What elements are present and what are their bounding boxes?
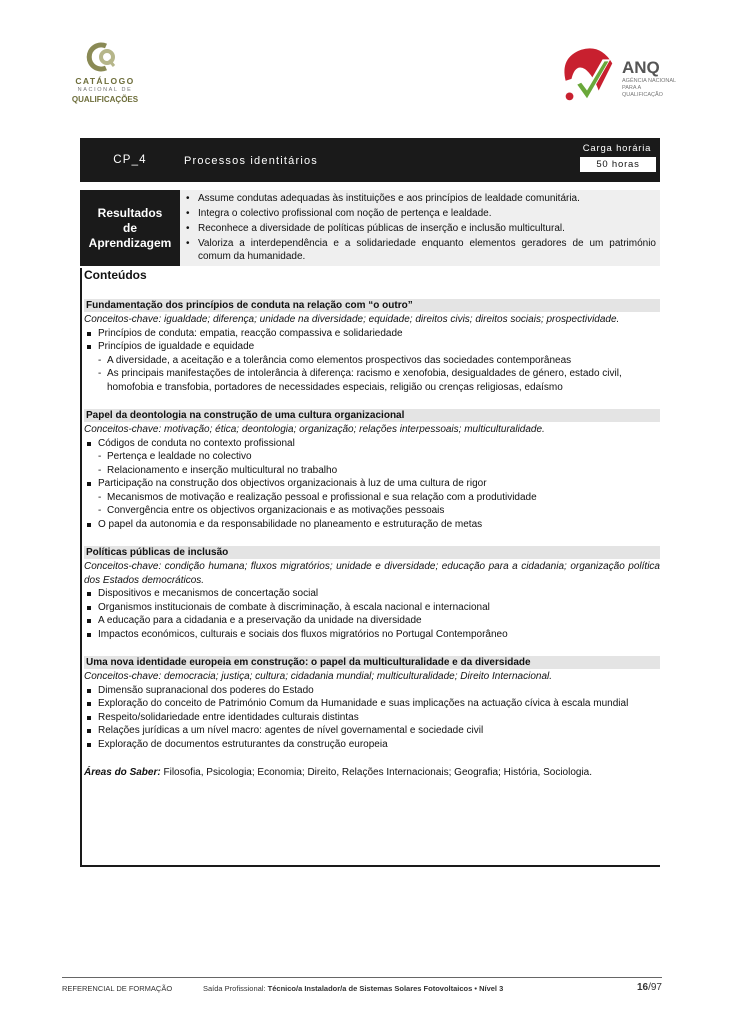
sub-list-item: - Relacionamento e inserção multicultural no trabalho xyxy=(98,464,660,478)
list-item: Dimensão supranacional dos poderes do Estado xyxy=(84,684,660,698)
page-footer xyxy=(62,977,662,996)
cnq-logo-line2: NACIONAL DE xyxy=(77,87,133,93)
list-item: Relações jurídicas a um nível macro: agentes de nível governamental e sociedade civil xyxy=(84,724,660,738)
list-item xyxy=(84,477,660,518)
list-item: Impactos económicos, culturais e sociais dos fluxos migratórios no Portugal Contemporâneo xyxy=(84,628,660,642)
list-item xyxy=(84,437,660,478)
learning-outcome-item: • Integra o colectivo profissional com noção de pertença e lealdade. xyxy=(186,208,656,221)
learning-outcomes-list xyxy=(186,193,656,266)
footer-profession-value: Técnico/a Instalador/a de Sistemas Solares Fotovoltaicos • Nível 3 xyxy=(267,984,504,993)
workload-value: 50 horas xyxy=(580,157,656,172)
learning-outcome-item: • Reconhece a diversidade de políticas públicas de inserção e inclusão multicultural. xyxy=(186,223,656,236)
section-conduct-principles xyxy=(84,299,660,394)
list-item: Respeito/solidariedade entre identidades culturais distintas xyxy=(84,711,660,725)
sub-list-item: - Mecanismos de motivação e realização pessoal e profissional e sua relação com a produtividade xyxy=(98,491,660,505)
sub-list xyxy=(98,354,660,395)
learning-outcomes-label-line3: Aprendizagem xyxy=(88,235,172,250)
section-keywords: Conceitos-chave: igualdade; diferença; unidade na diversidade; equidade; direitos civis; direitos sociais; prospectividade. xyxy=(84,314,620,325)
list-item-text: Princípios de conduta: empatia, reacção compassiva e solidariedade xyxy=(98,327,403,339)
list-item: A educação para a cidadania e a preservação da unidade na diversidade xyxy=(84,614,660,628)
list-item-text: Participação na construção dos objectivos organizacionais à luz de uma cultura de rigor xyxy=(98,478,487,489)
learning-outcomes-label-line1: Resultados xyxy=(97,205,163,220)
page-total: /97 xyxy=(648,982,662,993)
sub-list-item: - A diversidade, a aceitação e a tolerância como elementos prospectivos das sociedades contemporâneas xyxy=(98,354,660,368)
section-items xyxy=(84,587,660,641)
sub-list xyxy=(98,491,660,518)
list-item: Exploração de documentos estruturantes da construção europeia xyxy=(84,738,660,752)
list-item xyxy=(84,327,660,341)
learning-outcome-item: • Valoriza a interdependência e a solidariedade enquanto elementos geradores de um património comum da humanidade. xyxy=(186,238,656,263)
section-items xyxy=(84,437,660,532)
sub-list-item: - Convergência entre os objectivos organizacionais e as motivações pessoais xyxy=(98,504,660,518)
section-keywords: Conceitos-chave: motivação; ética; deontologia; organização; relações interpessoais; multiculturalidade. xyxy=(84,424,545,435)
section-european-identity xyxy=(84,656,660,751)
workload-label: Carga horária xyxy=(582,143,652,154)
learning-outcome-item: • Assume condutas adequadas às instituições e aos princípios de lealdade comunitária. xyxy=(186,193,656,206)
list-item xyxy=(84,518,660,532)
page-number xyxy=(637,982,662,993)
anq-mark-icon xyxy=(554,40,622,108)
knowledge-areas-text: Filosofia, Psicologia; Economia; Direito, Relações Internacionais; Geografia; História, Sociologia. xyxy=(163,767,593,778)
section-inclusion-policies xyxy=(84,546,660,641)
section-items xyxy=(84,684,660,752)
footer-profession-label: Saída Profissional: xyxy=(203,984,266,993)
list-item: Dispositivos e mecanismos de concertação social xyxy=(84,587,660,601)
page-current: 16 xyxy=(636,982,649,993)
footer-doc-title: REFERENCIAL DE FORMAÇÃO xyxy=(62,984,173,993)
anq-subtitle: AGÊNCIA NACIONAL PARA A QUALIFICAÇÃO xyxy=(622,78,676,98)
section-deontology xyxy=(84,409,660,531)
cnq-logo-line3: QUALIFICAÇÕES xyxy=(71,95,139,104)
cnq-mark-icon xyxy=(84,40,118,74)
cnq-logo xyxy=(62,40,148,108)
footer-profession xyxy=(203,984,503,993)
knowledge-areas-label: Áreas do Saber: xyxy=(84,767,161,778)
contents-bottom-border xyxy=(80,865,660,867)
contents-sections xyxy=(84,299,660,779)
cnq-logo-line1: CATÁLOGO xyxy=(75,76,135,86)
sub-list-item: - As principais manifestações de intolerância à diferença: racismo e xenofobia, desigualdades de género, estado civil, homofobia e transfobia, portadores de necessidades especiais, religião ou crenças religiosas, edaísmo xyxy=(98,367,660,394)
anq-logo xyxy=(554,38,678,110)
section-title: Uma nova identidade europeia em construção: o papel da multiculturalidade e da diversidade xyxy=(84,656,660,669)
unit-title: Processos identitários xyxy=(184,155,319,167)
anq-name: ANQ xyxy=(622,58,660,77)
list-item xyxy=(84,340,660,394)
list-item-text: Princípios de igualdade e equidade xyxy=(98,341,255,352)
section-title: Papel da deontologia na construção de uma cultura organizacional xyxy=(84,409,660,422)
sub-list xyxy=(98,450,660,477)
section-title: Fundamentação dos princípios de conduta na relação com “o outro” xyxy=(84,299,660,312)
section-title: Políticas públicas de inclusão xyxy=(84,546,660,559)
section-items xyxy=(84,327,660,395)
list-item: Exploração do conceito de Património Comum da Humanidade e suas implicações na actuação cívica à escala mundial xyxy=(84,697,660,711)
unit-code: CP_4 xyxy=(113,154,147,166)
contents-left-border xyxy=(80,268,82,867)
section-keywords: Conceitos-chave: democracia; justiça; cultura; cidadania mundial; multiculturalidade; Direito Internacional. xyxy=(84,671,553,682)
learning-outcomes-label xyxy=(80,190,180,266)
list-item-text: O papel da autonomia e da responsabilidade no planeamento e estruturação de metas xyxy=(98,518,483,530)
sub-list-item: - Pertença e lealdade no colectivo xyxy=(98,450,660,464)
learning-outcomes-label-line2: de xyxy=(122,220,137,235)
knowledge-areas xyxy=(84,766,660,779)
contents-title: Conteúdos xyxy=(84,268,147,282)
list-item-text: Códigos de conduta no contexto profissional xyxy=(98,437,295,449)
section-keywords: Conceitos-chave: condição humana; fluxos migratórios; unidade e diversidade; educação para a cidadania; organização política dos Estados democráticos. xyxy=(84,561,660,586)
list-item: Organismos institucionais de combate à discriminação, à escala nacional e internacional xyxy=(84,601,660,615)
